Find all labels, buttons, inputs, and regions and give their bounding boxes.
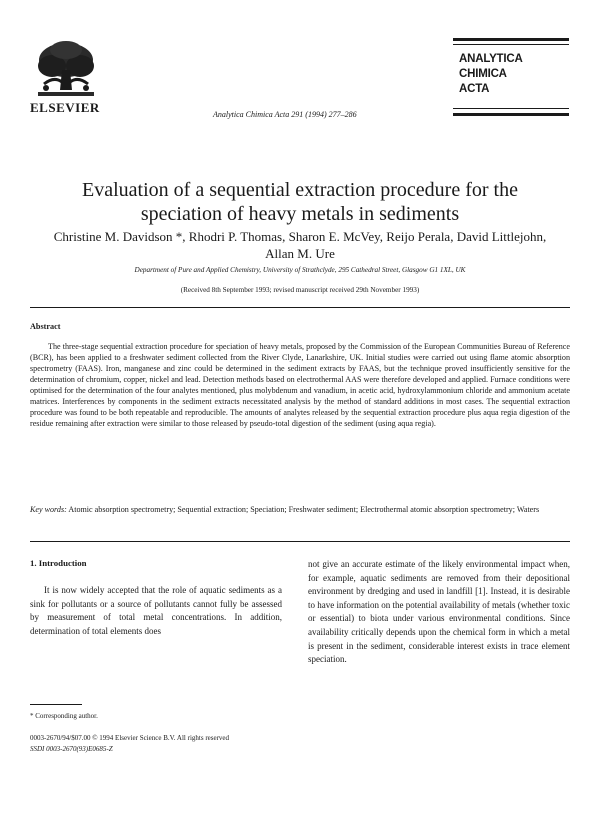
journal-name: ANALYTICA CHIMICA ACTA [459, 53, 523, 95]
received-dates: (Received 8th September 1993; revised manuscript received 29th November 1993) [180, 286, 420, 294]
ssdi-line: SSDI 0003-2670(93)E0685-Z [30, 745, 113, 753]
intro-paragraph-left: It is now widely accepted that the role of aquatic sediments as a sink for pollutants or a source of pollutants cannot fully be assessed by measurement of total metal concentrations. In addition, determination of total elements does [30, 585, 282, 636]
journal-masthead [453, 38, 569, 116]
keywords-label: Key words: [30, 505, 67, 514]
divider [30, 541, 570, 542]
keywords-list: Atomic absorption spectrometry; Sequential extraction; Speciation; Freshwater sediment; Electrothermal atomic absorption spectrometry; Waters [68, 505, 540, 514]
author-list: Christine M. Davidson *, Rhodri P. Thomas, Sharon E. McVey, Reijo Perala, David Littlejohn, Allan M. Ure [53, 229, 547, 261]
keywords [30, 504, 570, 515]
masthead-rule-bottom-thin [453, 108, 569, 109]
masthead-rule-top-thin [453, 44, 569, 45]
elsevier-tree-icon [34, 40, 98, 98]
publisher-name: ELSEVIER [30, 100, 100, 115]
divider [30, 307, 570, 308]
affiliation: Department of Pure and Applied Chemistry, University of Strathclyde, 295 Cathedral Street, Glasgow G1 1XL, UK [134, 266, 466, 274]
abstract-text: The three-stage sequential extraction procedure for speciation of heavy metals, proposed by the Commission of the European Communities Bureau of Reference (BCR), has been applied to a freshwater sediment collected from the River Clyde, Lanarkshire, UK. Initial studies were carried out using flame atomic absorption spectrometry (FAAS). Iron, manganese and zinc could be determined in the sediment extracts by FAAS, but the technique proved insufficiently sensitive for the determination of chromium, copper, nickel and lead. Detection methods based on electrothermal AAS were therefore developed and applied. Furnace conditions were optimised for the determination of the four analytes mentioned, plus molybdenum and vanadium, in acetic acid, hydroxylammonium chloride and ammonium acetate matrices. Interferences by components in the sediment extracts necessitated analysis by the method of standard additions in most cases. The sequential extraction procedure was found to be both repeatable and reproducible. The amounts of analytes released by the sequential extraction procedure plus aqua regia digestion of the residue remaining after extraction were similar to those released by pseudo-total digestion of the sediment (using aqua regia). [30, 342, 570, 428]
copyright-block [30, 733, 229, 755]
copyright-line: 0003-2670/94/$07.00 © 1994 Elsevier Science B.V. All rights reserved [30, 734, 230, 742]
abstract-heading: Abstract [30, 322, 61, 331]
article-title: Evaluation of a sequential extraction procedure for the speciation of heavy metals in sediments [82, 179, 518, 225]
intro-paragraph-right: not give an accurate estimate of the likely environmental impact when, for example, aquatic sediments are removed from their depositional environment by dredging and used in landfill [1]. Instead, it is desirable to have information on the potential availability of metals (whether toxic or essential) to biota under various environmental conditions. Since availability critically depends upon the chemical form in which a metal is present in the sediment, considerable interest exists in trace element speciation. [308, 559, 570, 665]
masthead-rule-top [453, 38, 569, 41]
masthead-rule-bottom [453, 113, 569, 116]
footnote: * Corresponding author. [30, 712, 98, 720]
section-heading: 1. Introduction [30, 558, 87, 568]
footnote-rule [30, 704, 82, 705]
journal-citation: Analytica Chimica Acta 291 (1994) 277–286 [213, 110, 357, 119]
